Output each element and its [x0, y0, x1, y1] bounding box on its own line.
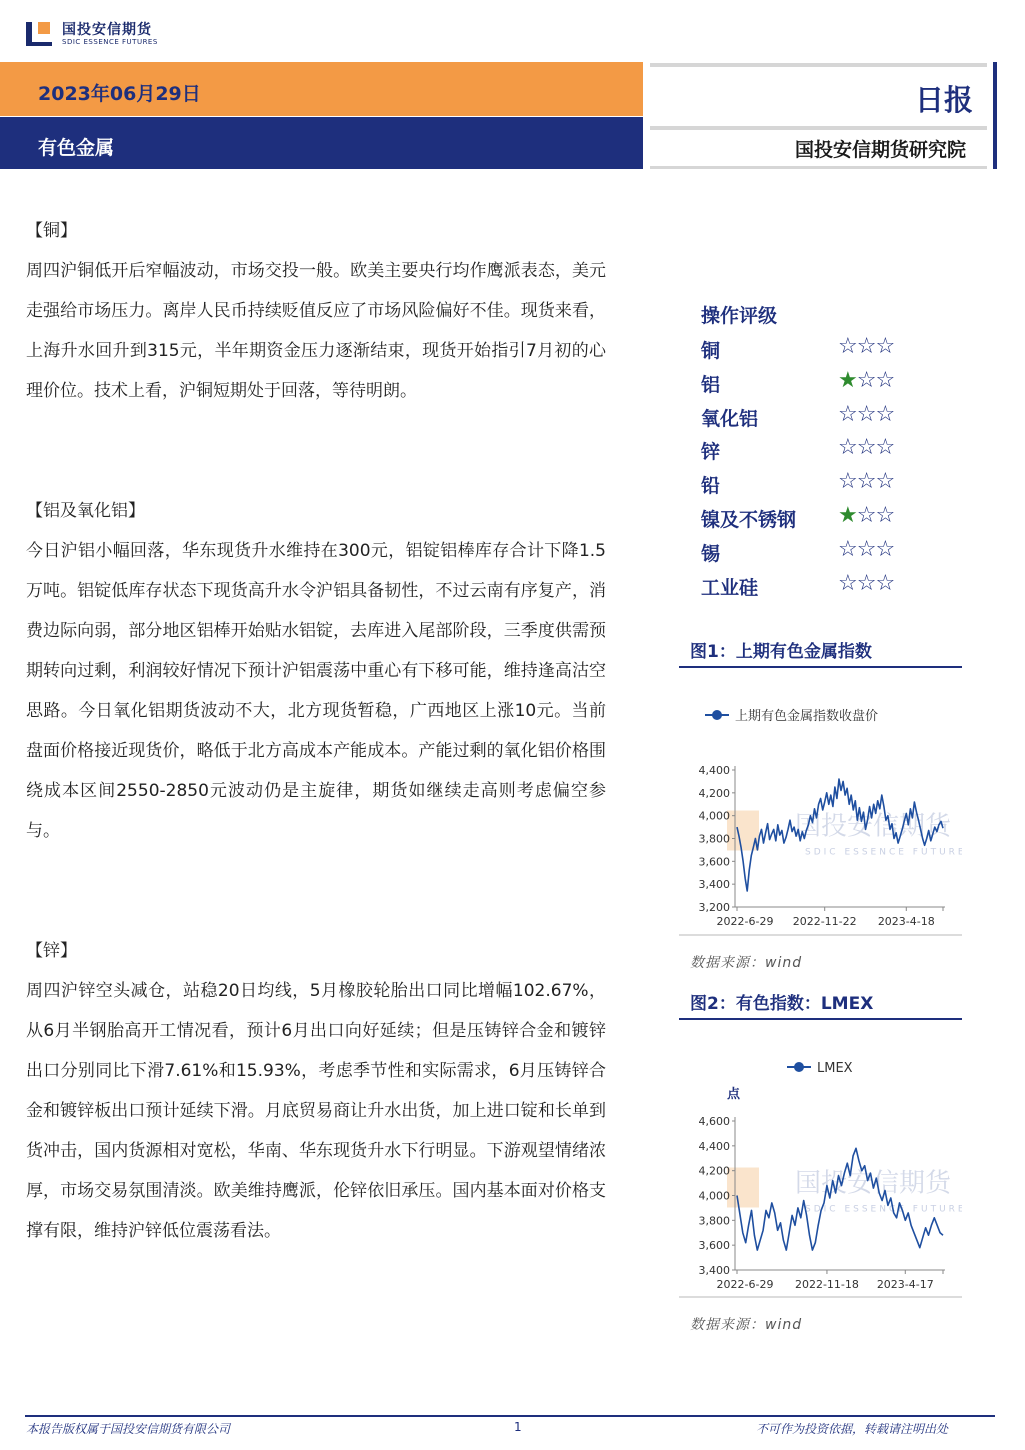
footer-rule: [25, 1415, 995, 1417]
footer-copyright: 本报告版权属于国投安信期货有限公司: [26, 1422, 231, 1436]
rating-name: 铅: [701, 475, 721, 498]
y-tick-label: 4,400: [698, 764, 730, 777]
rating-row: [701, 336, 961, 366]
y-tick-label: 4,400: [698, 1139, 730, 1153]
x-tick-label: 2022-6-29: [716, 1278, 774, 1291]
x-tick-label: 2022-6-29: [716, 915, 774, 928]
star-empty-icon: ☆: [875, 570, 895, 596]
star-rating: [838, 571, 894, 596]
rating-row: [701, 471, 961, 501]
section-title: 【铜】: [26, 221, 77, 241]
section-paragraph: 周四沪锌空头减仓，站稳20日均线，5月橡胶轮胎出口同比增幅102.67%，从6月半钢胎高开工情况看，预计6月出口向好延续；但是压铸锌合金和镀锌出口分别同比下滑7.61%和15.93%，考虑季节性和实际需求，6月压铸锌合金和镀锌板出口预计延续下滑。月底贸易商让升水出货，加上进口锭和长单到货冲击，国内货源相对宽松，华南、华东现货升水下行明显。下游观望情绪浓厚，市场交易氛围清淡。欧美维持鹰派，伦锌依旧承压。国内基本面对价格支撑有限，维持沪锌低位震荡看法。: [26, 981, 606, 1241]
rating-row: [701, 505, 961, 535]
rating-name: 锡: [701, 542, 721, 565]
rating-row: [701, 437, 961, 467]
sector-title: 有色金属: [38, 137, 115, 159]
header-rule-top: [650, 63, 987, 67]
y-tick-label: 3,600: [698, 855, 730, 869]
x-tick-label: 2023-4-18: [877, 915, 935, 928]
star-empty-icon: ☆: [838, 334, 857, 359]
section-paragraph: 今日沪铝小幅回落，华东现货升水维持在300元，铝锭铝棒库存合计下降1.5万吨。铝锭低库存状态下现货高升水令沪铝具备韧性，不过云南有序复产，消费边际向弱，部分地区铝棒开始贴水铝锭，去库进入尾部阶段，三季度供需预期转向过剩，利润较好情况下预计沪铝震荡中重心有下移可能，维持逢高沽空思路。今日氧化铝期货波动不大，北方现货暂稳，广西地区上涨10元。当前盘面价格接近现货价，略低于北方高成本产能成本。产能过剩的氧化铝价格围绕成本区间2550-2850元波动仍是主旋律，期货如继续走高则考虑偏空参与。: [26, 541, 606, 841]
watermark-subtext: SDIC ESSENCE FUTURES: [805, 1204, 962, 1215]
y-tick-label: 3,800: [698, 1214, 730, 1228]
header-rule-right: [993, 62, 997, 169]
rating-row: [701, 536, 961, 569]
figure-1-chart: [679, 668, 962, 934]
star-rating: [838, 368, 894, 393]
page-number: 1: [514, 1420, 522, 1434]
star-empty-icon: ☆: [856, 570, 876, 596]
logo-icon: [24, 18, 54, 48]
y-tick-label: 4,000: [698, 809, 730, 823]
rating-row: [701, 570, 961, 603]
star-empty-icon: ☆: [856, 503, 876, 528]
rating-title: 操作评级: [701, 305, 778, 327]
x-tick-label: 2022-11-18: [794, 1278, 859, 1291]
star-rating: [838, 435, 894, 460]
watermark-text: 国投安信期货: [795, 1168, 952, 1199]
header-rule-bottom: [650, 166, 987, 169]
rating-name: 镍及不锈钢: [701, 509, 797, 531]
star-empty-icon: ☆: [838, 570, 857, 596]
footer-disclaimer: 不可作为投资依据，转载请注明出处: [756, 1422, 949, 1436]
y-tick-label: 4,200: [698, 1164, 730, 1178]
figure-2-chart: [679, 1020, 962, 1296]
section-aluminium: [26, 496, 606, 851]
y-tick-label: 4,000: [698, 1189, 730, 1203]
figure-1-title: 图1：上期有色金属指数: [690, 642, 872, 662]
rating-row: [701, 367, 961, 400]
rating-name: 锌: [701, 441, 721, 464]
star-empty-icon: ☆: [856, 367, 876, 393]
star-rating: [838, 469, 894, 494]
star-empty-icon: ☆: [875, 469, 895, 495]
rating-name: 工业硅: [701, 576, 759, 599]
y-tick-label: 4,600: [698, 1115, 730, 1128]
star-rating: [838, 537, 894, 562]
y-tick-label: 4,200: [698, 786, 730, 800]
legend-label: LMEX: [817, 1061, 853, 1076]
star-filled-icon: ★: [838, 503, 857, 528]
star-empty-icon: ☆: [875, 435, 895, 461]
logo-subtext: SDIC ESSENCE FUTURES: [62, 38, 158, 46]
figure-2-box: [679, 1020, 962, 1298]
star-rating: [838, 503, 894, 528]
star-empty-icon: ☆: [875, 334, 895, 359]
star-empty-icon: ☆: [875, 536, 895, 562]
y-axis-label: 点: [727, 1087, 741, 1102]
logo-text: 国投安信期货: [62, 22, 152, 38]
watermark-text: 国投安信期货: [795, 811, 952, 842]
star-empty-icon: ☆: [875, 367, 895, 393]
rating-name: 铜: [701, 340, 721, 362]
star-empty-icon: ☆: [856, 469, 876, 495]
star-empty-icon: ☆: [838, 435, 857, 461]
rating-name: 氧化铝: [701, 407, 759, 430]
legend-marker: [712, 710, 722, 720]
y-tick-label: 3,400: [698, 878, 730, 892]
section-copper: [26, 216, 606, 411]
header-rule-mid: [650, 126, 987, 130]
star-empty-icon: ☆: [875, 401, 895, 427]
legend-label: 上期有色金属指数收盘价: [735, 709, 879, 724]
y-tick-label: 3,800: [698, 832, 730, 846]
y-tick-label: 3,400: [698, 1264, 730, 1277]
report-date: 2023年06月29日: [38, 83, 201, 105]
figure-1-box: [679, 668, 962, 936]
section-title: 【铝及氧化铝】: [26, 501, 145, 521]
section-paragraph: 周四沪铜低开后窄幅波动，市场交投一般。欧美主要央行均作鹰派表态，美元走强给市场压力。离岸人民币持续贬值反应了市场风险偏好不佳。现货来看，上海升水回升到315元，半年期资金压力逐渐结束，现货开始指引7月初的心理价位。技术上看，沪铜短期处于回落，等待明朗。: [26, 261, 606, 401]
star-empty-icon: ☆: [838, 401, 857, 427]
figure-1-source: 数据来源：wind: [690, 955, 803, 971]
star-empty-icon: ☆: [856, 334, 876, 359]
series-line: [737, 1148, 943, 1250]
star-empty-icon: ☆: [838, 536, 857, 562]
figure-2-source: 数据来源：wind: [690, 1317, 803, 1333]
x-tick-label: 2022-11-22: [792, 915, 857, 928]
star-empty-icon: ☆: [875, 503, 895, 528]
star-filled-icon: ★: [838, 367, 857, 393]
star-empty-icon: ☆: [856, 401, 876, 427]
rating-row: [701, 401, 961, 434]
x-tick-label: 2023-4-17: [876, 1278, 934, 1291]
star-empty-icon: ☆: [856, 435, 876, 461]
rating-name: 铝: [701, 373, 721, 396]
section-zinc: [26, 936, 606, 1251]
report-type: 日报: [915, 83, 974, 117]
legend-marker: [794, 1062, 804, 1072]
section-title: 【锌】: [26, 941, 77, 961]
y-tick-label: 3,200: [698, 901, 730, 914]
y-tick-label: 3,600: [698, 1239, 730, 1253]
star-empty-icon: ☆: [838, 469, 857, 495]
institute-name: 国投安信期货研究院: [795, 139, 967, 161]
figure-2-title: 图2：有色指数：LMEX: [690, 994, 874, 1014]
watermark-icon: [727, 1168, 759, 1208]
watermark-subtext: SDIC ESSENCE FUTURES: [805, 847, 962, 858]
star-rating: [838, 402, 894, 427]
star-empty-icon: ☆: [856, 536, 876, 562]
star-rating: [838, 334, 894, 359]
